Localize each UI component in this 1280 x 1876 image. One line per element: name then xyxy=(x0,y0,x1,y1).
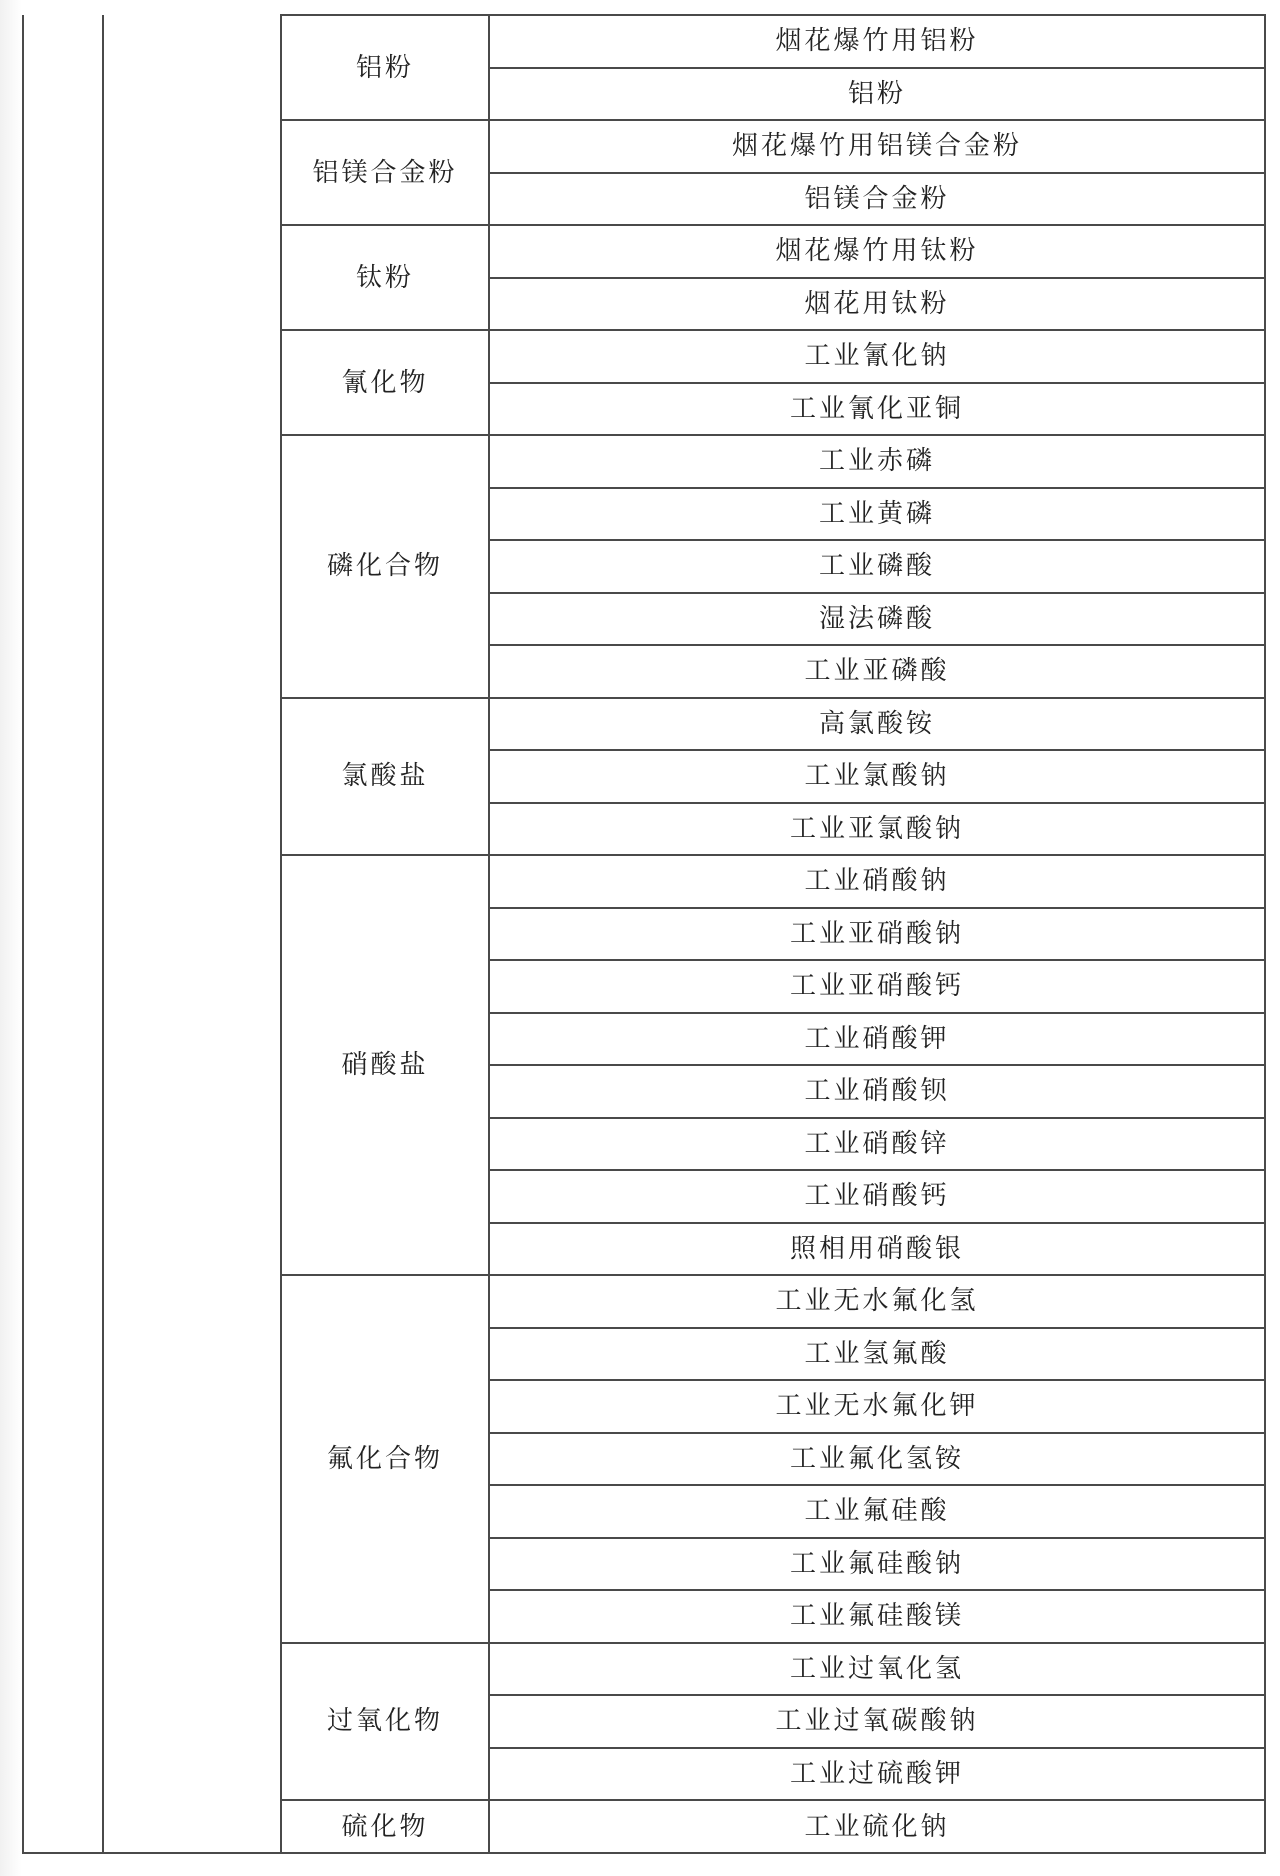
item-cell: 工业氟硅酸镁 xyxy=(489,1590,1265,1643)
item-cell: 工业亚硝酸钙 xyxy=(489,960,1265,1013)
item-cell: 工业过氧碳酸钠 xyxy=(489,1695,1265,1748)
scan-edge-shading xyxy=(0,0,22,1876)
item-cell: 工业无水氟化氢 xyxy=(489,1275,1265,1328)
category-cell: 氯酸盐 xyxy=(281,698,489,856)
category-cell: 钛粉 xyxy=(281,225,489,330)
category-cell: 硫化物 xyxy=(281,1800,489,1853)
item-cell: 工业黄磷 xyxy=(489,488,1265,541)
item-cell: 工业亚氯酸钠 xyxy=(489,803,1265,856)
item-cell: 烟花用钛粉 xyxy=(489,278,1265,331)
item-cell: 工业氰化钠 xyxy=(489,330,1265,383)
table-body xyxy=(23,15,1265,1853)
product-catalog-table xyxy=(22,14,1266,1854)
category-cell: 铝镁合金粉 xyxy=(281,120,489,225)
item-cell: 工业赤磷 xyxy=(489,435,1265,488)
item-cell: 烟花爆竹用铝镁合金粉 xyxy=(489,120,1265,173)
item-cell: 工业硝酸钙 xyxy=(489,1170,1265,1223)
category-cell: 硝酸盐 xyxy=(281,855,489,1275)
item-cell: 工业硝酸钡 xyxy=(489,1065,1265,1118)
item-cell: 工业硫化钠 xyxy=(489,1800,1265,1853)
item-cell: 工业过硫酸钾 xyxy=(489,1748,1265,1801)
category-cell: 磷化合物 xyxy=(281,435,489,698)
item-cell: 工业亚磷酸 xyxy=(489,645,1265,698)
item-cell: 铝镁合金粉 xyxy=(489,173,1265,226)
item-cell: 工业硝酸钾 xyxy=(489,1013,1265,1066)
blank-column-1 xyxy=(23,15,103,1853)
item-cell: 烟花爆竹用铝粉 xyxy=(489,15,1265,68)
category-cell: 氰化物 xyxy=(281,330,489,435)
item-cell: 烟花爆竹用钛粉 xyxy=(489,225,1265,278)
category-cell: 铝粉 xyxy=(281,15,489,120)
item-cell: 照相用硝酸银 xyxy=(489,1223,1265,1276)
item-cell: 工业磷酸 xyxy=(489,540,1265,593)
item-cell: 工业氢氟酸 xyxy=(489,1328,1265,1381)
table-row xyxy=(23,15,1265,68)
item-cell: 工业氯酸钠 xyxy=(489,750,1265,803)
item-cell: 高氯酸铵 xyxy=(489,698,1265,751)
item-cell: 工业氰化亚铜 xyxy=(489,383,1265,436)
blank-column-2 xyxy=(103,15,281,1853)
item-cell: 工业亚硝酸钠 xyxy=(489,908,1265,961)
item-cell: 工业氟硅酸钠 xyxy=(489,1538,1265,1591)
item-cell: 湿法磷酸 xyxy=(489,593,1265,646)
item-cell: 工业硝酸钠 xyxy=(489,855,1265,908)
item-cell: 工业过氧化氢 xyxy=(489,1643,1265,1696)
item-cell: 铝粉 xyxy=(489,68,1265,121)
item-cell: 工业氟硅酸 xyxy=(489,1485,1265,1538)
item-cell: 工业氟化氢铵 xyxy=(489,1433,1265,1486)
category-cell: 氟化合物 xyxy=(281,1275,489,1643)
item-cell: 工业无水氟化钾 xyxy=(489,1380,1265,1433)
category-cell: 过氧化物 xyxy=(281,1643,489,1801)
item-cell: 工业硝酸锌 xyxy=(489,1118,1265,1171)
